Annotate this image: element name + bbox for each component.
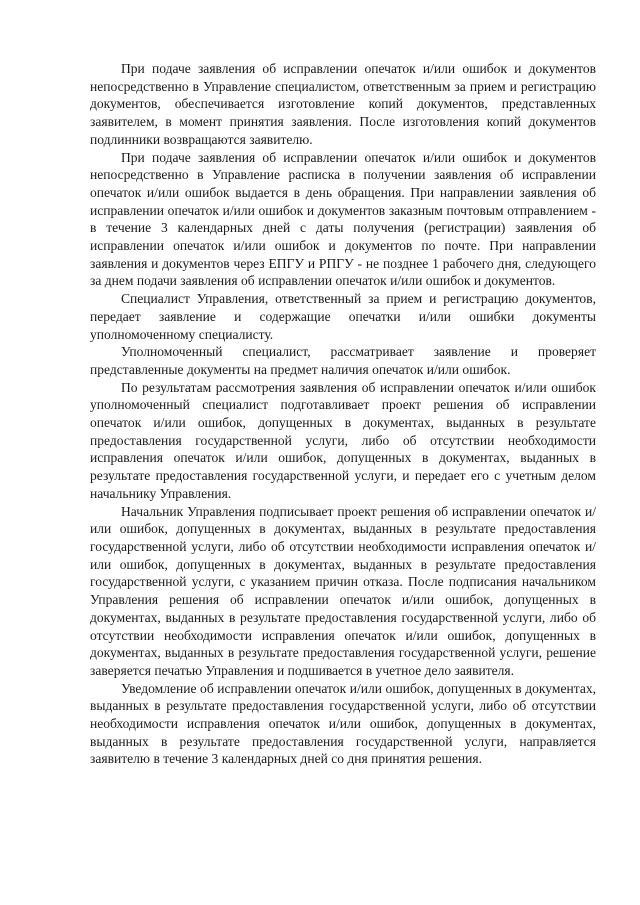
paragraph-7: Уведомление об исправлении опечаток и/или ошибок, допущенных в документах, выданных в результате предоставления государственной услуги, либо об отсутствии необходимости исправления опечаток и/или ошибок, допущенных в документах, выданных в результате предоставления государственной услуги, направляется заявителю в течение 3 календарных дней со дня принятия решения. — [90, 680, 596, 767]
document-body — [90, 60, 596, 768]
paragraph-3: Специалист Управления, ответственный за прием и регистрацию документов, передает заявление и содержащие опечатки и/или ошибки документы уполномоченному специалисту. — [90, 291, 596, 342]
paragraph-2: При подаче заявления об исправлении опечаток и/или ошибок и документов непосредственно в Управление расписка в получении заявления об исправлении опечаток и/или ошибок выдается в день обращения. При направлении заявления об исправлении опечаток и/или ошибок и документов заказным почтовым отправлением - в течение 3 календарных дней с даты получения (регистрации) заявления об исправлении опечаток и/или ошибок и документов по почте. При направлении заявления и документов через ЕПГУ и РПГУ - не позднее 1 рабочего дня, следующего за днем подачи заявления об исправлении опечаток и/или ошибок и документов. — [90, 149, 596, 289]
paragraph-5: По результатам рассмотрения заявления об исправлении опечаток и/или ошибок уполномоченный специалист подготавливает проект решения об исправлении опечаток и/или ошибок, допущенных в документах, выданных в результате предоставления государственной услуги, либо об отсутствии необходимости исправления опечаток и/или ошибок, допущенных в документах, выданных в результате предоставления государственной услуги, и передает его с учетным делом начальнику Управления. — [90, 379, 596, 501]
paragraph-4: Уполномоченный специалист, рассматривает заявление и проверяет представленные документы на предмет наличия опечаток и/или ошибок. — [90, 344, 596, 377]
paragraph-6: Начальник Управления подписывает проект решения об исправлении опечаток и/или ошибок, допущенных в документах, выданных в результате предоставления государственной услуги, либо об отсутствии необходимости исправления опечаток и/или ошибок, допущенных в документах, выданных в результате предоставления государственной услуги, с указанием причин отказа. После подписания начальником Управления решения об исправлении опечаток и/или ошибок, допущенных в документах, выданных в результате предоставления государственной услуги, либо об отсутствии необходимости исправления опечаток и/или ошибок, допущенных в документах, выданных в результате предоставления государственной услуги, решение заверяется печатью Управления и подшивается в учетное дело заявителя. — [90, 503, 596, 678]
paragraph-1: При подаче заявления об исправлении опечаток и/или ошибок и документов непосредственно в Управление специалистом, ответственным за прием и регистрацию документов, обеспечивается изготовление копий документов, представленных заявителем, в момент принятия заявления. После изготовления копий документов подлинники возвращаются заявителю. — [90, 61, 596, 147]
